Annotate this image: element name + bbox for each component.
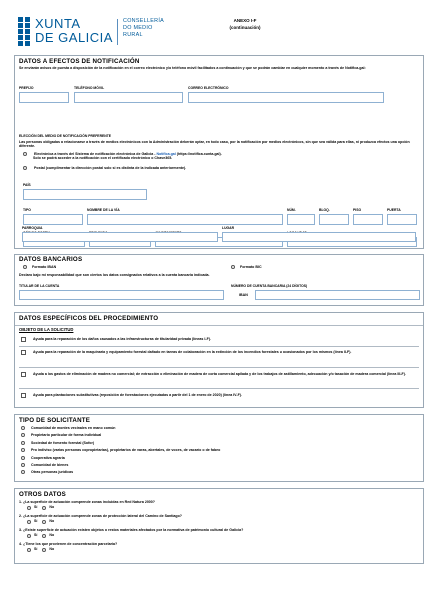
applicant-option-1[interactable] (21, 426, 421, 433)
question-1-yes-radio[interactable] (27, 506, 31, 510)
applicant-option-5-radio[interactable] (21, 456, 25, 460)
question-3-yes-label: Sí (34, 533, 38, 538)
street-name-label: NOMBRE DE LA VÍA (87, 208, 120, 212)
prefix-label: PREFIJO (19, 86, 34, 90)
logo-text-xunta: XUNTA (35, 16, 81, 31)
account-number-field[interactable] (255, 290, 420, 300)
question-1-no-radio[interactable] (42, 506, 46, 510)
parish-field[interactable] (22, 232, 218, 242)
door-label: PUERTA (387, 208, 401, 212)
procedure-divider (15, 325, 423, 326)
parish-label: PARROQUIA (22, 226, 43, 230)
question-3-no-label: No (49, 533, 55, 538)
question-2-answers (27, 519, 419, 523)
bank-title: DATOS BANCARIOS (19, 256, 83, 263)
request-item-4[interactable] (21, 393, 419, 398)
conselleria-name (123, 18, 164, 39)
request-item-2-checkbox[interactable] (21, 350, 26, 355)
question-3 (19, 528, 419, 538)
request-item-1-checkbox[interactable] (21, 337, 26, 342)
request-item-2[interactable] (21, 350, 419, 355)
applicant-option-6[interactable] (21, 463, 421, 470)
question-2-no-radio[interactable] (42, 520, 46, 524)
number-label: NÚM. (287, 208, 296, 212)
question-1-answers (27, 505, 419, 509)
conselleria-line-1: CONSELLERÍA (123, 18, 165, 24)
place-field[interactable] (222, 232, 416, 242)
applicant-option-4[interactable] (21, 448, 421, 455)
logo-text-galicia: DE GALICIA (35, 30, 113, 45)
block-field[interactable] (319, 214, 349, 225)
request-item-1[interactable] (21, 337, 419, 342)
question-2 (19, 514, 419, 524)
bank-section (14, 254, 424, 306)
annex-heading (210, 18, 280, 31)
block-label: BLOQ. (319, 208, 330, 212)
electronic-note: Solo se podrá acceder a la notificación con el certificado electrónico o Chave365. (33, 156, 173, 161)
floor-field[interactable] (353, 214, 383, 225)
email-label: CORREO ELECTRÓNICO (188, 86, 229, 90)
annex-subtitle: (continuación) (229, 24, 261, 30)
email-field[interactable] (188, 92, 384, 103)
request-item-3-checkbox[interactable] (21, 372, 26, 377)
applicant-type-title: TIPO DE SOLICITANTE (19, 417, 91, 424)
request-divider-1 (19, 346, 419, 347)
question-3-text: 3. ¿Existe superficie de actuación existen objetos o restos materiales afectados por la normativa de patrimonio cultural de Galicia? (19, 528, 244, 532)
applicant-option-4-label: Pro indiviso (varias personas copropietarias), propietarios de varas, abertales, de voces, de vacarío o de fabeo (31, 448, 221, 453)
postal-text: (cumplimentar la dirección postal solo si es distinta de la indicada anteriormente). (44, 166, 187, 170)
question-1 (19, 500, 419, 510)
applicant-type-options (21, 426, 421, 478)
xunta-cross-icon (18, 17, 30, 47)
postal-label: Postal (34, 166, 45, 170)
question-2-yes-label: Sí (34, 519, 38, 524)
applicant-option-2-radio[interactable] (21, 433, 25, 437)
applicant-option-2[interactable] (21, 433, 421, 440)
question-2-text: 2. ¿La superficie de actuación comprende zonas de protección lateral del Camino de Santiago? (19, 514, 182, 518)
applicant-option-1-radio[interactable] (21, 426, 25, 430)
iban-format-option[interactable] (23, 265, 56, 269)
applicant-option-7-label: Otras personas jurídicas (31, 470, 74, 475)
floor-label: PISO (353, 208, 362, 212)
applicant-option-4-radio[interactable] (21, 448, 25, 452)
request-divider-3 (19, 388, 419, 389)
request-item-3-text: Ayuda a los gastos de eliminación de madera no comercial; de extracción o eliminación de madera de corta comercial apilada y de los trabajos de astillamiento, adecuación y/o tasación de madera comercial (línea III-F). (33, 372, 406, 376)
applicant-option-7[interactable] (21, 470, 421, 477)
procedure-section (14, 312, 424, 408)
question-4-no-label: No (49, 547, 55, 552)
notification-section (14, 55, 424, 249)
applicant-option-2-label: Propietario particular de forma individual (31, 433, 102, 438)
question-3-no-radio[interactable] (42, 534, 46, 538)
place-label: LUGAR (222, 226, 235, 230)
logo-divider (117, 19, 118, 45)
electronic-text: a través del Sistema de notificación electrónica de Galicia - (53, 152, 157, 156)
procedure-title: DATOS ESPECÍFICOS DEL PROCEDIMIENTO (19, 315, 159, 322)
medium-choice-text: Las personas obligadas a relacionarse a través de medios electrónicos con la Administración deberán optar, en todo caso, por la notificación por medios electrónicos, sin que sea válida para ellas, ni produzca efectos una opción diferente. (19, 140, 410, 149)
question-4 (19, 542, 419, 552)
question-4-yes-label: Sí (34, 547, 38, 552)
street-name-field[interactable] (87, 214, 283, 225)
applicant-option-3-radio[interactable] (21, 441, 25, 445)
annex-title: ANEXO I-F (233, 18, 257, 23)
bank-declaration: Declaro bajo mi responsabilidad que son ciertos los datos consignados relativos a la cuenta bancaria indicada. (19, 273, 210, 277)
question-2-yes-radio[interactable] (27, 520, 31, 524)
number-field[interactable] (287, 214, 315, 225)
question-4-answers (27, 547, 419, 551)
question-1-yes-label: Sí (34, 505, 38, 510)
notification-intro: Se enviarán avisos de puesta a disposición de la notificación en el correo electrónico y/o teléfono móvil facilitados a continuación y que se podrán cambiar en cualquier momento a través de Notifica.gal: (19, 66, 366, 70)
applicant-type-section (14, 414, 424, 482)
electronic-radio[interactable] (23, 152, 27, 156)
medium-choice-label: ELECCIÓN DEL MEDIO DE NOTIFICACIÓN PREFERENTE (19, 134, 112, 138)
applicant-option-5-label: Cooperativa agraria (31, 455, 65, 460)
iban-prefix: IBAN (239, 293, 248, 297)
bic-format-radio[interactable] (231, 265, 235, 269)
request-item-4-text: Ayuda para plantaciones substitutivas (reposición de forestaciones ejecutadas a partir del 1 de enero de 2020) (línea IV-F). (33, 393, 242, 397)
electronic-option[interactable] (23, 152, 418, 161)
electronic-label: Electrónica (34, 152, 54, 156)
xunta-logo (18, 17, 173, 49)
applicant-option-6-label: Comunidad de bienes (31, 462, 69, 467)
notification-title: DATOS A EFECTOS DE NOTIFICACIÓN (19, 58, 140, 65)
request-object-label: OBJETO DE LA SOLICITUD (19, 327, 74, 332)
postal-option[interactable] (23, 166, 418, 170)
account-number-label: NÚMERO DE CUENTA BANCARIA (24 DÍGITOS) (231, 284, 308, 288)
mobile-label: TELÉFONO MÓVIL (74, 86, 105, 90)
request-divider-2 (19, 367, 419, 368)
question-3-yes-radio[interactable] (27, 534, 31, 538)
bic-format-option[interactable] (231, 265, 262, 269)
question-1-text: 1. ¿La superficie de actuación comprende zonas incluidas en Red Natura 2000? (19, 500, 156, 504)
mobile-field[interactable] (74, 92, 183, 103)
country-field[interactable] (23, 189, 147, 200)
account-holder-label: TITULAR DE LA CUENTA (19, 284, 60, 288)
conselleria-line-3: RURAL (123, 32, 143, 38)
electronic-url: (https://notifica.xunta.gal). (175, 152, 222, 156)
request-item-4-checkbox[interactable] (21, 393, 26, 398)
type-label: TIPO (23, 208, 31, 212)
conselleria-line-2: DO MEDIO (123, 25, 153, 31)
postal-radio[interactable] (23, 166, 27, 170)
request-item-1-text: Ayuda para la reparación de los daños causados a las infraestructuras de titularidad privada (líneas I-F). (33, 337, 212, 341)
iban-format-label: Formato IBAN (32, 265, 57, 269)
request-item-3[interactable] (21, 372, 419, 377)
question-4-no-radio[interactable] (42, 548, 46, 552)
question-2-no-label: No (49, 519, 55, 524)
type-field[interactable] (23, 214, 83, 225)
country-label: PAÍS (23, 183, 31, 187)
account-holder-field[interactable] (19, 290, 224, 300)
question-1-no-label: No (49, 505, 55, 510)
bic-format-label: Formato BIC (240, 265, 262, 269)
applicant-option-3-label: Sociedad de fomento forestal (Sofor) (31, 440, 95, 445)
prefix-field[interactable] (19, 92, 69, 103)
iban-format-radio[interactable] (23, 265, 27, 269)
question-4-text: 4. ¿Tiene los que provienen de concentración parcelaria? (19, 542, 118, 546)
question-4-yes-radio[interactable] (27, 548, 31, 552)
other-data-section (14, 488, 424, 564)
question-3-answers (27, 533, 419, 537)
applicant-option-6-radio[interactable] (21, 463, 25, 467)
applicant-option-5[interactable] (21, 456, 421, 463)
notifica-link[interactable]: Notifica.gal (156, 152, 176, 156)
applicant-option-7-radio[interactable] (21, 470, 25, 474)
applicant-option-3[interactable] (21, 441, 421, 448)
applicant-option-1-label: Comunidad de montes vecinales en mano común (31, 426, 116, 430)
door-field[interactable] (387, 214, 417, 225)
request-item-2-text: Ayuda para la reparación de la maquinaria y equipamiento forestal dañado en tareas de colaboración en la extinción de los incendios forestales u ocasionados por los mismos (línea II-F). (33, 350, 352, 354)
other-data-title: OTROS DATOS (19, 491, 67, 498)
